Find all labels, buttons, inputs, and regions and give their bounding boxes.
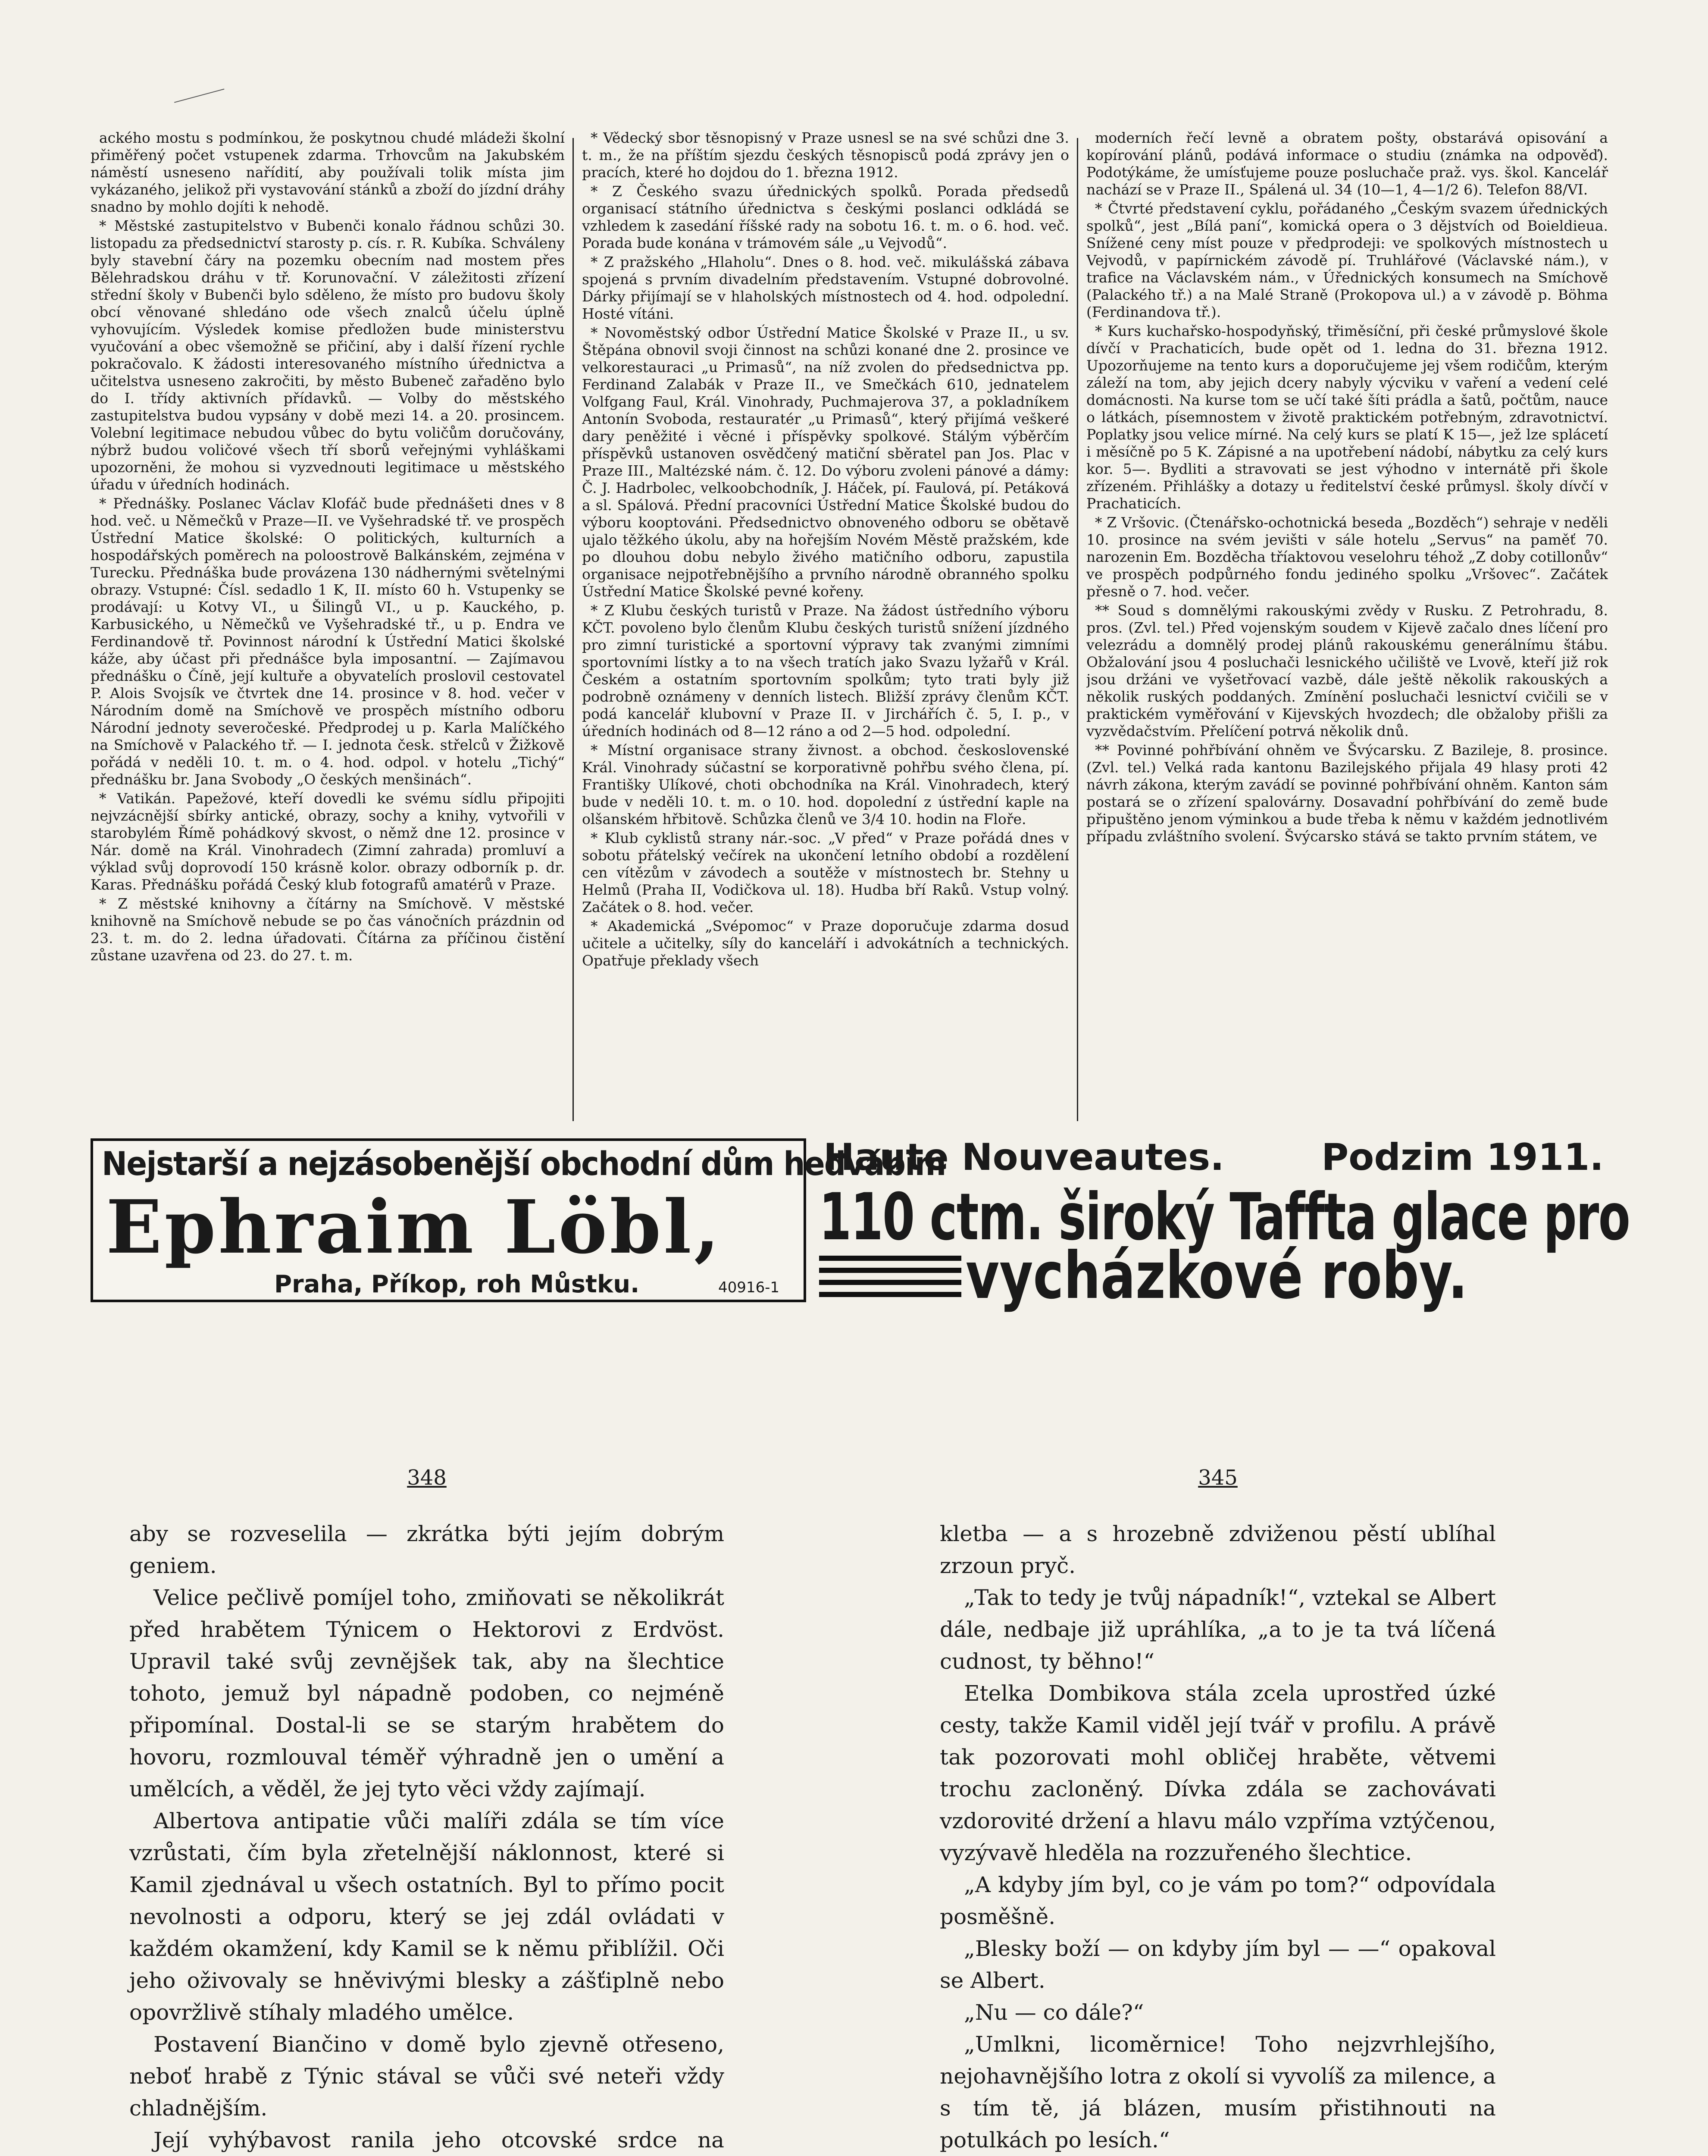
ad-brand-name: Ephraim Löbl, <box>106 1184 722 1270</box>
book-paragraph: aby se rozveselila — zkrátka býti jejím dobrým geniem. <box>129 1521 724 1578</box>
column-rule <box>572 138 574 1121</box>
ad-product-line: 110 ctm. široký Taffta glace pro <box>819 1180 1630 1255</box>
ad-left-box <box>91 1138 946 1302</box>
news-column-2 <box>582 129 1069 1125</box>
news-paragraph: moderních řečí levně a obratem pošty, obstarává opisování a kopírování plánů, podává informace o studiu (známka na odpověď). Podotýkáme, že umísťujeme pouze posluchače praž. vys. škol. Kancelář nachází se v Praze II., Spálená ul. 34 (10—1, 4—1/2 6). Telefon 88/VI. <box>1086 129 1608 198</box>
ad-right-box <box>819 1136 1630 1313</box>
book-paragraph: „Nu — co dále?“ <box>964 2000 1144 2025</box>
news-column-3 <box>1086 129 1608 1125</box>
news-paragraph: ackého mostu s podmínkou, že poskytnou chudé mládeži školní přiměřený počet vstupenek zdarma. Trhovcům na Jakubském náměstí usneseno nařídití, aby používali tolik místa jim vykázaného, jelikož při vystavování stánků a zboží do jízdní dráhy snadno by mohlo dojíti k nehodě. <box>91 129 565 215</box>
news-paragraph: * Z městské knihovny a čítárny na Smíchově. V městské knihovně na Smíchově nebude se po čas vánočních prázdnin od 23. t. m. do 2. ledna úřadovati. Čítárna za příčinou čistění zůstane uzavřena od 23. do 27. t. m. <box>91 895 565 964</box>
news-paragraph: ** Soud s domnělými rakouskými zvědy v Rusku. Z Petrohradu, 8. pros. (Zvl. tel.) Před vojenským soudem v Kijevě začalo dnes líčení pro velezrádu a domnělý prodej plánů rakouskému generálnímu štábu. Obžalování jsou 4 posluchači lesnického učiliště ve Lvově, kteří již rok jsou držáni ve vyšetřovací vazbě, dále ještě několik rakouských a několik ruských poddaných. Zmínění posluchači lesnictví cvičili se v praktickém vyměřování v Kijevských hvozdech; dle obžaloby přišli za vyzvědačstvím. Přelíčení potrvá několik dnů. <box>1086 602 1608 740</box>
ad-address: Praha, Příkop, roh Můstku. <box>274 1270 640 1298</box>
ad-season: Podzim 1911. <box>1321 1136 1604 1179</box>
news-paragraph: * Akademická „Svépomoc“ v Praze doporučuje zdarma dosud učitele a učitelky, síly do kanceláří i advokátních a technických. Opatřuje překlady všech <box>582 918 1069 969</box>
book-paragraph: „A kdyby jím byl, co je vám po tom?“ odpovídala posměšně. <box>940 1872 1496 1929</box>
book-paragraph: Její vyhýbavost ranila jeho otcovské srdce na <box>153 2128 724 2153</box>
news-paragraph: * Čtvrté představení cyklu, pořádaného „Českým svazem úřednických spolků“, jest „Bílá paní“, komická opera o 3 dějstvích od Boieldieua. Snížené ceny míst pouze v předprodeji: ve spolkových místnostech u Vejvodů, v papírnickém závodě pí. Truhlářové (Václavské nám.), v trafice na Václavském nám., v Úřednických konsumech na Smíchově (Palackého tř.) a na Malé Straně (Prokopova ul.) a v závodě p. Böhma (Ferdinandova tř.). <box>1086 200 1608 320</box>
news-column-1 <box>91 129 565 1125</box>
silk-shop-advertisement <box>91 1136 1630 1313</box>
news-paragraph: * Místní organisace strany živnost. a obchod. československé Král. Vinohrady súčastní se korporativně pohřbu svého člena, pí. Františky Ulíkové, choti obchodníka na Král. Vinohradech, který bude v neděli 10. t. m. o 10. hod. dopolední z ústřední kaple na olšanském hřbitově. Schůzka členů ve 3/4 10. hodin na Floře. <box>582 742 1069 827</box>
ad-bars-decoration <box>819 1256 961 1304</box>
news-paragraph: ** Povinné pohřbívání ohněm ve Švýcarsku. Z Bazileje, 8. prosince. (Zvl. tel.) Velká rada kantonu Bazilejského přijala 49 hlasy proti 42 návrh zákona, kterým zavádí se povinné pohřbívání ohněm. Kanton sám postará se o zřízení spalovárny. Dosavadní pohřbívání do země bude připuštěno jenom výminkou a bude třeba k němu v každém jednotlivém případu zvláštního svolení. Švýcarsko stává se takto prvním státem, ve <box>1086 742 1608 845</box>
news-paragraph: * Klub cyklistů strany nár.-soc. „V před“ v Praze pořádá dnes v sobotu přátelský večírek na ukončení letního období a rozdělení cen vítězům v závodech a soutěže v místnostech br. Stehny u Helmů (Praha II, Vodičkova ul. 18). Hudba bří Raků. Vstup volný. Začátek o 8. hod. večer. <box>582 830 1069 915</box>
ad-nouveautes: Haute Nouveautes. <box>823 1136 1224 1179</box>
book-text-right <box>940 1518 1496 2156</box>
news-paragraph: * Z Vršovic. (Čtenářsko-ochotnická beseda „Bozděch“) sehraje v neděli 10. prosince na svém jevišti v sále hotelu „Servus“ na paměť 70. narozenin Em. Bozděcha tříaktovou veselohru téhož „Z doby cotillonův“ ve prospěch podpůrného fondu jediného spolku „Vršovec“. Začátek přesně o 7. hod. večer. <box>1086 514 1608 600</box>
book-paragraph: Postavení Biančino v domě bylo zjevně otřeseno, neboť hrabě z Týnic stával se vůči své neteři vždy chladnějším. <box>129 2032 724 2121</box>
news-paragraph: * Kurs kuchařsko-hospodyňský, třiměsíční, při české průmyslové škole dívčí v Prachaticích, bude opět od 1. ledna do 31. března 1912. Upozorňujeme na tento kurs a doporučujeme jej všem rodičům, kterým záleží na tom, aby jejich dcery nabyly výcviku v vaření a vedení celé domácnosti. Na kurse tom se učí také šíti prádla a šatů, počtům, nauce o látkách, písemnostem v životě praktickém potřebným, zdravotnictví. Poplatky jsou velice mírné. Na celý kurs se platí K 15—, jež lze splácetí i měsíčně po 5 K. Zápisné a na upotřebení nádobí, nábytku za celý kurs kor. 5—. Bydliti a stravovati se jest výhodno v internátě při škole zřízeném. Přihlášky a dotazy u ředitelství české průmysl. školy dívčí v Prachaticích. <box>1086 323 1608 512</box>
ad-headline: Nejstarší a nejzásobenější obchodní dům hedvábím <box>102 1144 946 1183</box>
book-text-left <box>129 1518 724 2156</box>
news-paragraph: * Novoměstský odbor Ústřední Matice Školské v Praze II., u sv. Štěpána obnovil svoji činnost na schůzi konané dne 2. prosince ve velkorestauraci „u Primasů“, na níž zvolen do předsednictva pp. Ferdinand Zalabák v Praze II., ve Smečkách 610, jednatelem Volfgang Faul, Král. Vinohrady, Puchmajerova 37, a pokladníkem Antonín Svoboda, restauratér „u Primasů“, který přijímá veškeré dary peněžité i věcné i příspěvky spolkové. Stálým výběrčím příspěvků ustanoven osvědčený matiční sběratel pan Jos. Plac v Praze III., Maltézské nám. č. 12. Do výboru zvoleni pánové a dámy: Č. J. Hadrbolec, velkoobchodník, J. Háček, pí. Faulová, pí. Petáková a sl. Spálová. Přední pracovníci Ústřední Matice Školské budou do výboru kooptováni. Předsednictvo obnoveného odboru se obětavě ujalo těžkého úkolu, aby na hořejším Novém Městě pražském, kde po dlouhou dobu nebylo živého matičního odboru, zapustila organisace nejpotřebnějšího a prvního národně obranného spolku Ústřední Matice Školské pevné kořeny. <box>582 324 1069 600</box>
news-paragraph: * Z Českého svazu úřednických spolků. Porada předsedů organisací státního úřednictva s českými poslanci odkládá se vzhledem k zasedání říšské rady na sobotu 16. t. m. o 6. hod. več. Porada bude konána v trámovém sále „u Vejvodů“. <box>582 183 1069 251</box>
news-paragraph: * Městské zastupitelstvo v Bubenči konalo řádnou schůzi 30. listopadu za předsednictví starosty p. cís. r. R. Kubíka. Schváleny byly stavební čáry na pozemku obecním nad mostem přes Bělehradskou dráhu v tř. Korunovační. V záležitosti zřízení střední školy v Bubenči bylo sděleno, že místo pro budovu školy obcí věnované shledáno ode všech znalců účelu úplně vyhovujícím. Výsledek komise předložen bude ministerstvu vyučování a obec všemožně se přičiní, aby i další řízení rychle pokračovalo. K žádosti interesovaného místního úřednictva a učitelstva usneseno zakročiti, by město Bubeneč zařaděno bylo do I. třídy aktivních přídavků. — Volby do městského zastupitelstva budou vypsány v době mezi 14. a 20. prosincem. Volební legitimace nebudou vůbec do bytu voličům doručovány, nýbrž budou voličové všech tří sborů veřejnými vyhláškami upozorněni, že mohou si vyzvednouti legitimace u městského úřadu v úředních hodinách. <box>91 217 565 493</box>
book-paragraph: „Blesky boží — on kdyby jím byl — —“ opakoval se Albert. <box>940 1936 1496 1993</box>
book-paragraph: Velice pečlivě pomíjel toho, zmiňovati se několikrát před hrabětem Týnicem o Hektorovi z Erdvöst. Upravil také svůj zevnějšek tak, aby na šlechtice tohoto, jemuž byl nápadně podoben, co nejméně připomínal. Dostal-li se se starým hrabětem do hovoru, rozmlouval téměř výhradně jen o umění a umělcích, a věděl, že jej tyto věci vždy zajímají. <box>129 1585 724 1802</box>
news-paragraph: * Vatikán. Papežové, kteří dovedli ke svému sídlu připojiti nejvzácnější sbírky antické, obrazy, sochy a knihy, vytvořili v starobylém Římě pohádkový skvost, o němž dne 12. prosince v Nár. domě na Král. Vinohradech (Zimní zahrada) promluví a výklad svůj doprovodí 150 krásně kolor. obrazy odborník p. dr. Karas. Přednášku pořádá Český klub fotografů amatérů v Praze. <box>91 790 565 893</box>
news-paragraph: * Z Klubu českých turistů v Praze. Na žádost ústředního výboru KČT. povoleno bylo členům Klubu českých turistů snížení jízdného pro zimní turistické a sportovní výpravy tak zvanými zimními sportovními lístky a to na všech tratích jako Svazu lyžařů v Král. Českém a ostatním sportovním spolkům; tyto trati byly již podrobně oznámeny v denních listech. Bližší zprávy členům KČT. podá kancelář klubovní v Praze II. v Jirchářích č. 5, I. p., v úředních hodinách od 8—12 ráno a od 2—5 hod. odpolední. <box>582 602 1069 740</box>
top-scratch-mark <box>174 89 231 128</box>
news-paragraph: * Přednášky. Poslanec Václav Klofáč bude přednášeti dnes v 8 hod. več. u Němečků v Praze—II. ve Vyšehradské tř. ve prospěch Ústřední Matice školské: O politických, kulturních a hospodářských poměrech na poloostrově Balkánském, zejména v Turecku. Přednáška bude provázena 130 nádhernými světelnými obrazy. Vstupné: Čísl. sedadlo 1 K, II. místo 60 h. Vstupenky se prodávají: u Kotvy VI., u Šilingů VI., u p. Kauckého, p. Karbusického, u Němečků ve Vyšehradské tř., u p. Endra ve Ferdinandově tř. Povinnost národní k Ústřední Matici školské káže, aby účast při přednášce byla imposantní. — Zajímavou přednášku o Číně, její kultuře a obyvatelích proslovil cestovatel P. Alois Svojsík ve čtvrtek dne 14. prosince v 8. hod. večer v Národním domě na Smíchově ve prospěch místního odboru Národní jednoty severočeské. Předprodej u p. Karla Malíčkého na Smíchově v Palackého tř. — I. jednota česk. střelců v Žižkově pořádá v neděli 10. t. m. o 4. hod. odpol. v hotelu „Tichý“ přednášku br. Jana Svobody „O českých menšinách“. <box>91 495 565 788</box>
book-paragraph: „Tak to tedy je tvůj nápadník!“, vztekal se Albert dále, nedbaje již upráhlíka, „a to je ta tvá líčená cudnost, ty běhno!“ <box>940 1585 1496 1674</box>
book-paragraph: „Umlkni, licoměrnice! Toho nejzvrhlejšího, nejohavnějšího lotra z okolí si vyvolíš za milence, a s tím tě, já blázen, musím přistihnouti na potulkách po lesích.“ <box>940 2032 1496 2153</box>
ad-season-line <box>819 1136 1608 1179</box>
column-rule <box>1077 138 1078 1121</box>
page-number-right: 345 <box>1198 1466 1238 1490</box>
book-page-right <box>940 1462 1496 2156</box>
page-number-left: 348 <box>407 1466 447 1490</box>
ad-product-text: vycházkové roby. <box>966 1238 1468 1313</box>
book-paragraph: kletba — a s hrozebně zdviženou pěstí ublíhal zrzoun pryč. <box>940 1521 1496 1578</box>
ad-code: 40916-1 <box>718 1279 780 1296</box>
news-paragraph: * Vědecký sbor těsnopisný v Praze usnesl se na své schůzi dne 3. t. m., že na příštím sjezdu českých těsnopisců podá zprávy jen o pracích, které ho dojdou do 1. března 1912. <box>582 129 1069 181</box>
newspaper-clipping <box>91 129 1608 1125</box>
news-paragraph: * Z pražského „Hlaholu“. Dnes o 8. hod. več. mikulášská zábava spojená s prvním divadelním představením. Vstupné dobrovolné. Dárky přijímají se v hlaholských místnostech od 4. hod. odpolední. Hosté vítáni. <box>582 254 1069 322</box>
book-page-left <box>129 1462 724 2156</box>
book-paragraph: Albertova antipatie vůči malíři zdála se tím více vzrůstati, čím byla zřetelnější náklonnost, které si Kamil zjednával u všech ostatních. Byl to přímo pocit nevolnosti a odporu, který se jej zdál ovládati v každém okamžení, kdy Kamil se k němu přiblížil. Oči jeho oživovaly se hněvivými blesky a zášťiplně nebo opovržlivě stíhaly mladého umělce. <box>129 1808 724 2025</box>
book-paragraph: Etelka Dombikova stála zcela uprostřed úzké cesty, takže Kamil viděl její tvář v profilu. A právě tak pozorovati mohl obličej hraběte, větvemi trochu zacloněný. Dívka zdála se zachovávati vzdorovité držení a hlavu málo vzpříma vztýčenou, vyzývavě hleděla na rozzuřeného šlechtice. <box>940 1681 1496 1865</box>
